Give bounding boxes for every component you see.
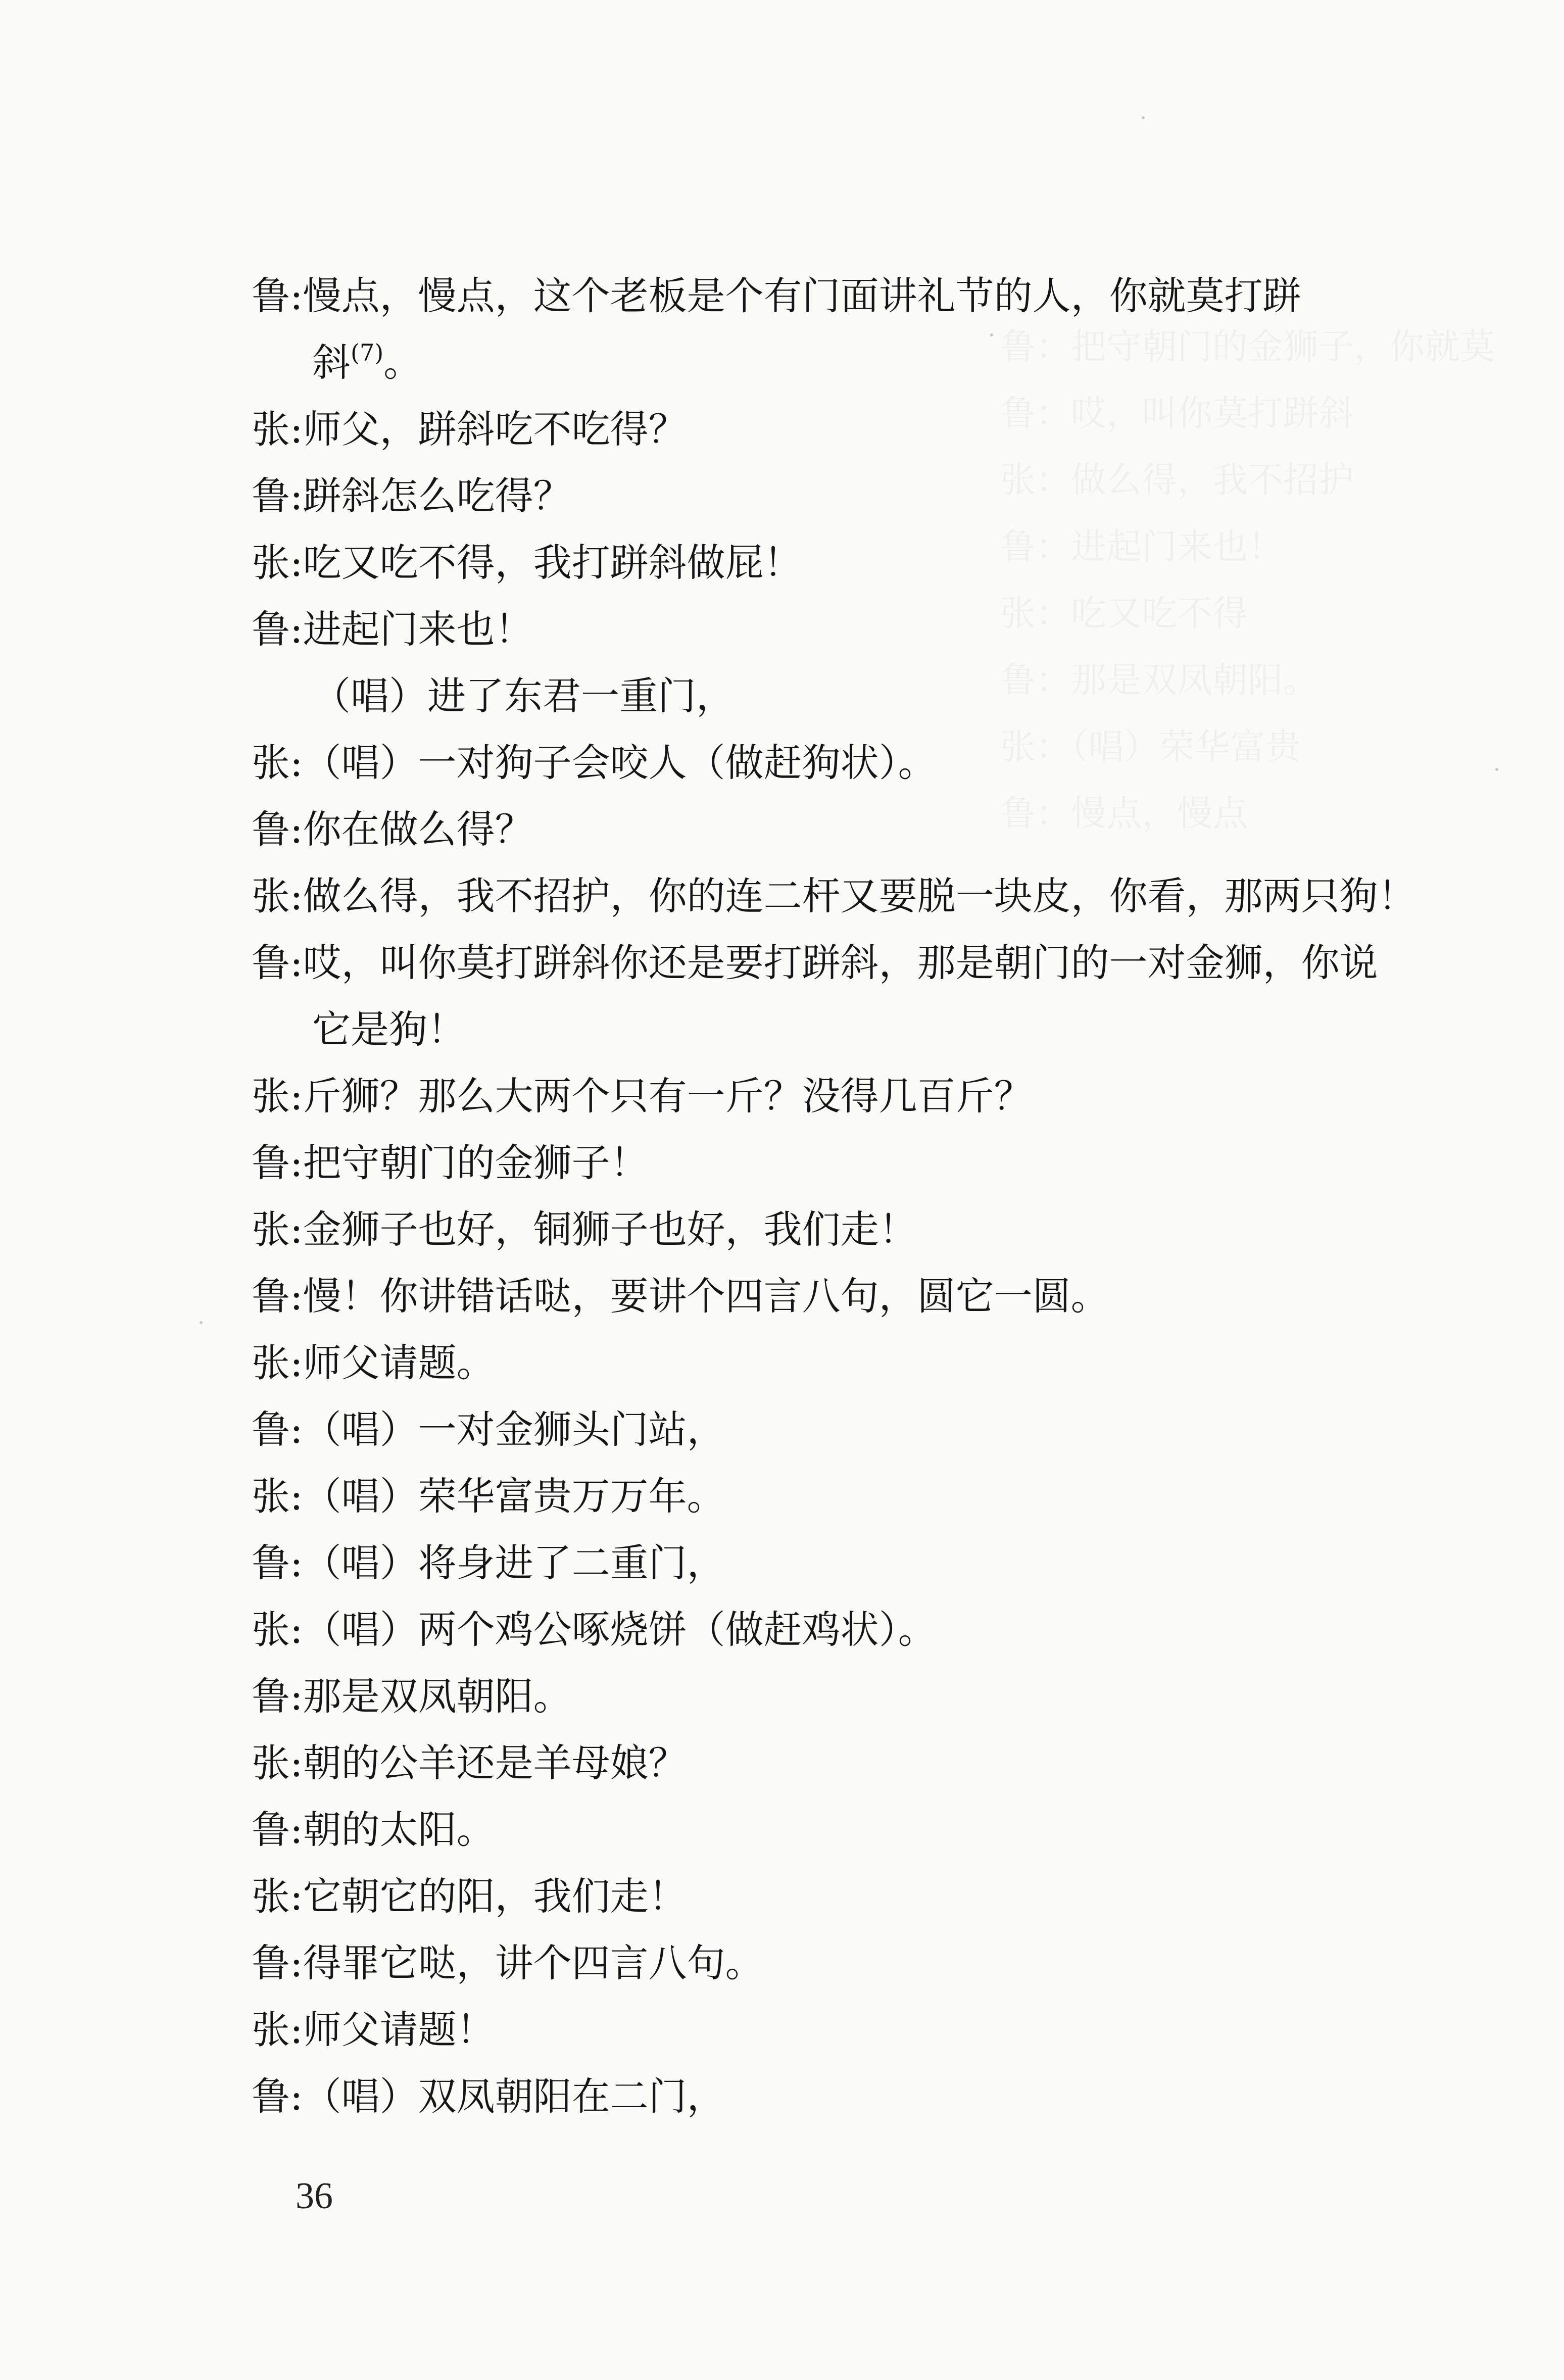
dialogue-line: 张:做么得，我不招护，你的连二杆又要脱一块皮，你看，那两只狗！ bbox=[252, 873, 1416, 918]
dialogue-line: 鲁:（唱）双凤朝阳在二门， bbox=[252, 2074, 725, 2119]
page-number: 36 bbox=[296, 2175, 333, 2217]
dialogue-text: （唱）两个鸡公啄烧饼（做赶鸡状）。 bbox=[303, 1607, 937, 1652]
speaker-label: 鲁 bbox=[252, 2074, 290, 2119]
speaker-label: 鲁 bbox=[252, 1407, 290, 1452]
dialogue-line: 张:朝的公羊还是羊母娘？ bbox=[252, 1740, 687, 1785]
dialogue-text: 慢点，慢点，这个老板是个有门面讲礼节的人，你就莫打跰 bbox=[303, 273, 1301, 318]
dialogue-text: （唱）一对狗子会咬人（做赶狗状）。 bbox=[303, 740, 937, 785]
dialogue-text: 朝的太阳。 bbox=[303, 1807, 495, 1852]
dialogue-line: 张:（唱）荣华富贵万万年。 bbox=[252, 1474, 725, 1519]
dialogue-text: 那是双凤朝阳。 bbox=[303, 1674, 572, 1719]
footnote-ref: (7) bbox=[351, 339, 384, 366]
dialogue-text: 朝的公羊还是羊母娘？ bbox=[303, 1740, 687, 1785]
dialogue-line: 张:斤狮？那么大两个只有一斤？没得几百斤？ bbox=[252, 1074, 1033, 1119]
dialogue-text: 得罪它哒，讲个四言八句。 bbox=[303, 1940, 764, 1985]
dialogue-line: 鲁:你在做么得？ bbox=[252, 807, 533, 852]
dialogue-continuation bbox=[252, 996, 1474, 1063]
sung-line bbox=[252, 663, 1474, 730]
dialogue-line: 张:（唱）两个鸡公啄烧饼（做赶鸡状）。 bbox=[252, 1607, 937, 1652]
dialogue-text: （唱）一对金狮头门站， bbox=[303, 1407, 725, 1452]
dialogue-text: 进起门来也！ bbox=[303, 607, 533, 652]
dialogue-text: 斤狮？那么大两个只有一斤？没得几百斤？ bbox=[303, 1074, 1033, 1119]
dialogue-text: （唱）将身进了二重门， bbox=[303, 1540, 725, 1585]
dialogue-line: 鲁:（唱）一对金狮头门站， bbox=[252, 1407, 725, 1452]
speaker-label: 张 bbox=[252, 540, 290, 585]
dialogue-line: 鲁:进起门来也！ bbox=[252, 607, 533, 652]
speaker-label: 张 bbox=[252, 1740, 290, 1785]
dialogue-line: 鲁:慢点，慢点，这个老板是个有门面讲礼节的人，你就莫打跰 bbox=[252, 273, 1301, 318]
speaker-label: 张 bbox=[252, 1207, 290, 1252]
dialogue-line: 鲁:那是双凤朝阳。 bbox=[252, 1674, 572, 1719]
dialogue-text: 金狮子也好，铜狮子也好，我们走！ bbox=[303, 1207, 917, 1252]
dialogue-line: 张:它朝它的阳，我们走！ bbox=[252, 1874, 687, 1919]
dialogue-line: 张:（唱）一对狗子会咬人（做赶狗状）。 bbox=[252, 740, 937, 785]
speaker-label: 鲁 bbox=[252, 1140, 290, 1185]
dialogue-text: 吃又吃不得，我打跰斜做屁！ bbox=[303, 540, 802, 585]
speaker-label: 鲁 bbox=[252, 473, 290, 518]
dialogue-text: 慢！你讲错话哒，要讲个四言八句，圆它一圆。 bbox=[303, 1274, 1109, 1319]
speaker-label: 张 bbox=[252, 2007, 290, 2052]
speaker-label: 鲁 bbox=[252, 807, 290, 852]
dialogue-line: 鲁:把守朝门的金狮子！ bbox=[252, 1140, 649, 1185]
speaker-label: 张 bbox=[252, 1474, 290, 1519]
dialogue-text: 跰斜怎么吃得？ bbox=[303, 473, 572, 518]
dialogue-text: 师父请题！ bbox=[303, 2007, 495, 2052]
speaker-label: 张 bbox=[252, 1340, 290, 1385]
dialogue-text: 你在做么得？ bbox=[303, 807, 533, 852]
speaker-label: 张 bbox=[252, 1874, 290, 1919]
dialogue-line: 鲁:跰斜怎么吃得？ bbox=[252, 473, 572, 518]
speaker-label: 鲁 bbox=[252, 1807, 290, 1852]
dialogue-line: 张:师父请题。 bbox=[252, 1340, 495, 1385]
print-speck bbox=[1142, 116, 1145, 119]
speaker-label: 鲁 bbox=[252, 1940, 290, 1985]
speaker-label: 张 bbox=[252, 873, 290, 918]
dialogue-line: 鲁:得罪它哒，讲个四言八句。 bbox=[252, 1940, 764, 1985]
play-script bbox=[252, 263, 1474, 2130]
dialogue-text: 把守朝门的金狮子！ bbox=[303, 1140, 649, 1185]
dialogue-text: （唱）进了东君一重门， bbox=[312, 673, 735, 718]
dialogue-line: 鲁:慢！你讲错话哒，要讲个四言八句，圆它一圆。 bbox=[252, 1274, 1109, 1319]
speaker-label: 鲁 bbox=[252, 607, 290, 652]
dialogue-line: 张:吃又吃不得，我打跰斜做屁！ bbox=[252, 540, 802, 585]
speaker-label: 张 bbox=[252, 407, 290, 452]
dialogue-line: 鲁:（唱）将身进了二重门， bbox=[252, 1540, 725, 1585]
dialogue-text: 做么得，我不招护，你的连二杆又要脱一块皮，你看，那两只狗！ bbox=[303, 873, 1416, 918]
dialogue-line: 张:金狮子也好，铜狮子也好，我们走！ bbox=[252, 1207, 917, 1252]
dialogue-line: 张:师父请题！ bbox=[252, 2007, 495, 2052]
speaker-label: 张 bbox=[252, 740, 290, 785]
dialogue-line: 鲁:朝的太阳。 bbox=[252, 1807, 495, 1852]
dialogue-text: 师父请题。 bbox=[303, 1340, 495, 1385]
dialogue-text: 它朝它的阳，我们走！ bbox=[303, 1874, 687, 1919]
speaker-label: 鲁 bbox=[252, 1674, 290, 1719]
dialogue-text: 斜 bbox=[312, 340, 351, 385]
speaker-label: 鲁 bbox=[252, 1274, 290, 1319]
dialogue-continuation bbox=[252, 329, 1474, 396]
dialogue-text: 师父，跰斜吃不吃得？ bbox=[303, 407, 687, 452]
dialogue-text: （唱）荣华富贵万万年。 bbox=[303, 1474, 725, 1519]
speaker-label: 鲁 bbox=[252, 273, 290, 318]
dialogue-text: 它是狗！ bbox=[312, 1007, 466, 1052]
dialogue-text: （唱）双凤朝阳在二门， bbox=[303, 2074, 725, 2119]
dialogue-line: 鲁:哎，叫你莫打跰斜你还是要打跰斜，那是朝门的一对金狮，你说 bbox=[252, 940, 1378, 985]
speaker-label: 张 bbox=[252, 1607, 290, 1652]
dialogue-text: 。 bbox=[383, 340, 422, 385]
speaker-label: 鲁 bbox=[252, 940, 290, 985]
speaker-label: 张 bbox=[252, 1074, 290, 1119]
dialogue-text: 哎，叫你莫打跰斜你还是要打跰斜，那是朝门的一对金狮，你说 bbox=[303, 940, 1378, 985]
print-speck bbox=[200, 1321, 203, 1324]
dialogue-line: 张:师父，跰斜吃不吃得？ bbox=[252, 407, 687, 452]
print-speck bbox=[1495, 768, 1498, 771]
speaker-label: 鲁 bbox=[252, 1540, 290, 1585]
